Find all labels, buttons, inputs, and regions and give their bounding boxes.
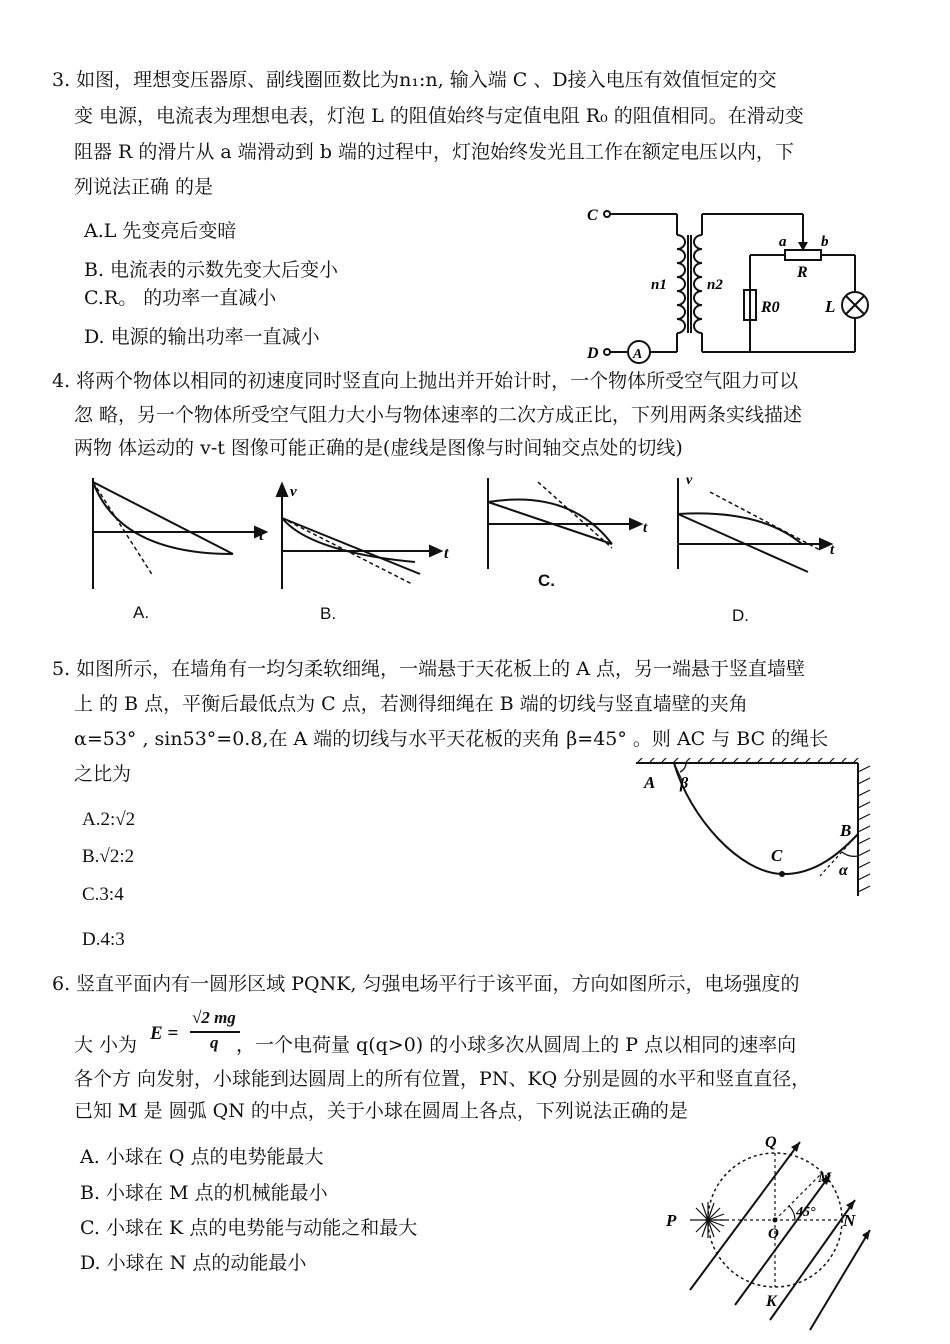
q6-line-2-prefix: 大 小为 [74,1034,138,1056]
q3-option-c[interactable]: C.R。 的功率一直减小 [84,287,277,309]
q6-label-m: M [818,1170,832,1186]
q3-label-r0: R0 [761,299,780,316]
q6-option-a[interactable]: A. 小球在 Q 点的电势能最大 [80,1146,324,1168]
q4-graph-c [480,474,655,574]
q6-label-q: Q [765,1134,777,1151]
q4-label-b[interactable]: B. [320,604,337,623]
q3-option-a[interactable]: A.L 先变亮后变暗 [84,220,237,242]
q5-label-alpha: α [839,862,848,879]
q6-line-3: 各个方 向发射，小球能到达圆周上的所有位置，PN、KQ 分别是圆的水平和竖直直径， [74,1068,811,1090]
q4-line-2: 忽 略，另一个物体所受空气阻力大小与物体速率的二次方成正比，下列用两条实线描述 [74,404,803,426]
q3-label-n1: n1 [651,277,667,293]
q6-formula-lhs: E = [150,1023,179,1044]
q5-option-a[interactable]: A.2:√2 [82,809,136,830]
q4-d-axis-v: v [686,474,693,488]
q4-graph-a [85,474,275,594]
q5-line-2: 上 的 B 点，平衡后最低点为 C 点，若测得细绳在 B 端的切线与竖直墙壁的夹角 [74,693,748,715]
q3-label-l: L [825,297,836,316]
q4-graph-d [670,474,845,574]
q3-label-a: a [779,234,787,250]
q6-formula [150,1008,245,1056]
q3-label-d: D [587,345,599,362]
q4-graph-b [270,474,455,594]
q3-option-b[interactable]: B. 电流表的示数先变大后变小 [84,259,339,281]
q5-label-a: A [644,773,656,792]
q6-line-2: ，一个电荷量 q(q>0) 的小球多次从圆周上的 P 点以相同的速率向 [236,1034,797,1056]
q6-option-d[interactable]: D. 小球在 N 点的动能最小 [80,1252,307,1274]
q6-field-figure [660,1130,875,1335]
q6-option-b[interactable]: B. 小球在 M 点的机械能最小 [80,1182,328,1204]
q5-line-4: 之比为 [74,763,132,785]
q4-line-1: 4. 将两个物体以相同的初速度同时竖直向上抛出并开始计时，一个物体所受空气阻力可以 [52,370,799,392]
q5-option-d[interactable]: D.4:3 [82,929,125,950]
q4-b-axis-v: v [290,484,297,500]
q3-label-n2: n2 [707,277,723,293]
q4-c-axis-t: t [643,520,648,536]
q6-label-p: P [666,1211,677,1230]
q6-formula-denominator: q [210,1033,219,1052]
q4-label-d[interactable]: D. [732,606,749,625]
q3-line-3: 阻器 R 的滑片从 a 端滑动到 b 端的过程中，灯泡始终发光且工作在额定电压以内，下 [74,141,795,163]
q3-label-b: b [821,234,829,250]
q4-label-a[interactable]: A. [133,603,150,622]
q5-label-b: B [840,821,852,840]
q3-label-r: R [797,264,808,281]
q3-line-1: 3. 如图，理想变压器原、副线圈匝数比为n₁:n, 输入端 C 、D接入电压有效值恒定的交 [52,69,777,91]
q6-line-1: 6. 竖直平面内有一圆形区域 PQNK, 匀强电场平行于该平面，方向如图所示，电场强度的 [52,973,800,995]
q5-option-b[interactable]: B.√2:2 [82,846,135,867]
q6-angle-label: 45° [796,1205,816,1220]
q6-label-k: K [766,1293,777,1310]
q5-line-1: 5. 如图所示，在墙角有一均匀柔软细绳，一端悬于天花板上的 A 点，另一端悬于竖直墙壁 [52,658,805,680]
q5-option-c[interactable]: C.3:4 [82,884,124,905]
q3-line-2: 变 电源，电流表为理想电表，灯泡 L 的阻值始终与定值电阻 R₀ 的阻值相同。在滑动变 [74,105,804,127]
q4-a-axis-t: t [259,527,264,544]
q3-ammeter-label: A [633,347,643,362]
q5-line-3: α=53° , sin53°=0.8,在 A 端的切线与水平天花板的夹角 β=45° 。则 AC 与 BC 的绳长 [74,728,829,750]
q4-line-3: 两物 体运动的 v-t 图像可能正确的是(虚线是图像与时间轴交点处的切线) [74,437,683,459]
q3-label-c: C [587,207,598,224]
q4-label-c[interactable]: C. [538,571,555,590]
q6-line-4: 已知 M 是 圆弧 QN 的中点，关于小球在圆周上各点，下列说法正确的是 [74,1100,688,1122]
q6-formula-numerator: √2 mg [192,1008,236,1027]
q4-d-axis-t: t [830,542,835,558]
q3-circuit-figure [585,200,880,365]
q3-line-4: 列说法正确 的是 [74,176,214,198]
q4-b-axis-t: t [444,545,449,562]
q5-label-c: C [771,846,783,865]
q5-label-beta: β [680,775,689,792]
q3-option-d[interactable]: D. 电源的输出功率一直减小 [84,326,320,348]
q6-label-o: O [768,1226,779,1242]
q6-label-n: N [843,1211,856,1230]
q6-option-c[interactable]: C. 小球在 K 点的电势能与动能之和最大 [80,1217,418,1239]
q5-rope-figure [630,758,875,898]
